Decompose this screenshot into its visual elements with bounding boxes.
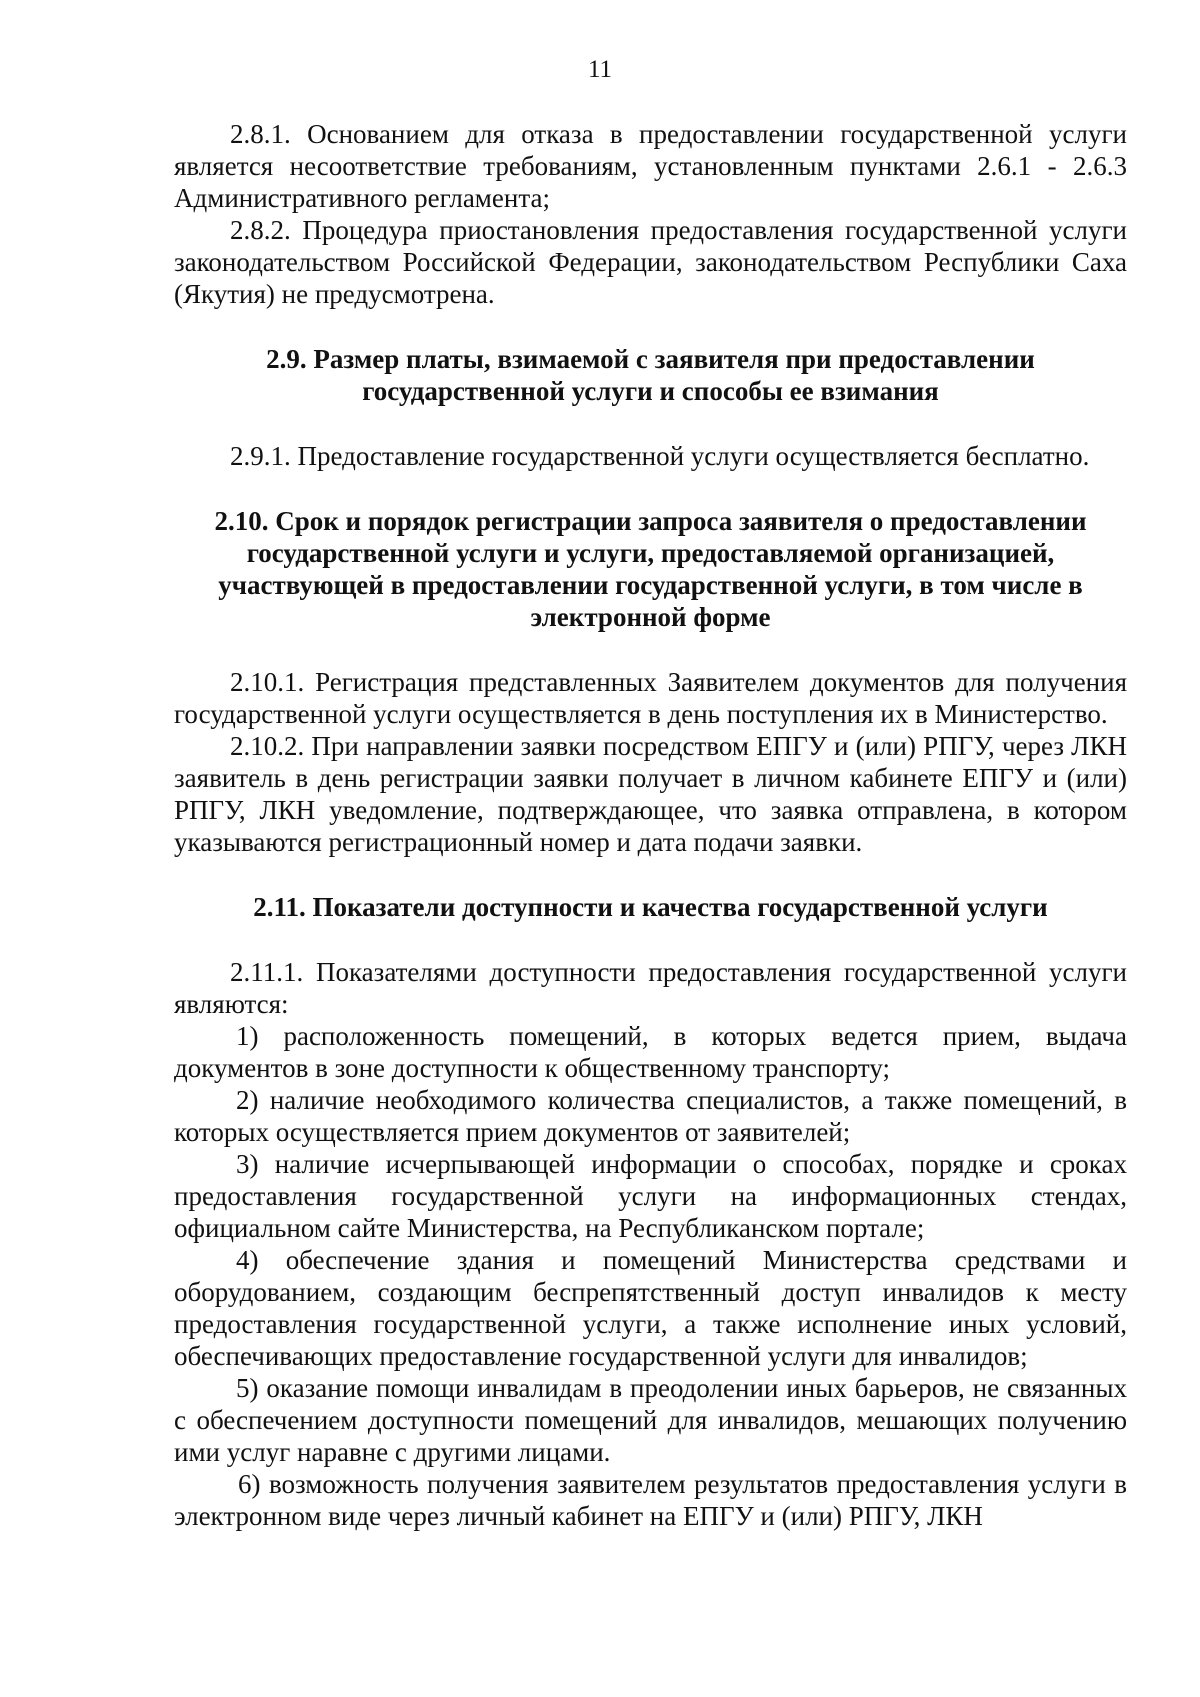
paragraph-2-8-1: 2.8.1. Основанием для отказа в предоставлении государственной услуги является несоответствие требованиям, установленным пунктами 2.6.1 - 2.6.3 Административного регламента; — [174, 119, 1127, 213]
spacer — [174, 858, 1127, 891]
list-item-4: 4) обеспечение здания и помещений Министерства средствами и оборудованием, создающим беспрепятственный доступ инвалидов к месту предоставления государственной услуги, а также исполнение иных условий, обеспечивающих предоставление государственной услуги для инвалидов; — [174, 1245, 1127, 1371]
list-item-6: 6) возможность получения заявителем результатов предоставления услуги в электронном виде через личный кабинет на ЕПГУ и (или) РПГУ, ЛКН — [174, 1469, 1127, 1531]
spacer — [174, 633, 1127, 666]
spacer — [174, 310, 1127, 343]
list-item-1: 1) расположенность помещений, в которых ведется прием, выдача документов в зоне доступности к общественному транспорту; — [174, 1021, 1127, 1083]
spacer — [174, 472, 1127, 505]
spacer — [174, 407, 1127, 440]
list-item-5: 5) оказание помощи инвалидам в преодолении иных барьеров, не связанных с обеспечением доступности помещений для инвалидов, мешающих получению ими услуг наравне с другими лицами. — [174, 1373, 1127, 1467]
section-heading-2-10: 2.10. Срок и порядок регистрации запроса заявителя о предоставлении государственной услуги и услуги, предоставляемой организацией, участвующей в предоставлении государственной услуги, в том числе в электронной форме — [214, 506, 1087, 632]
section-heading-2-11: 2.11. Показатели доступности и качества государственной услуги — [253, 892, 1048, 922]
paragraph-2-8-2: 2.8.2. Процедура приостановления предоставления государственной услуги законодательством Российской Федерации, законодательством Республики Саха (Якутия) не предусмотрена. — [174, 215, 1127, 309]
paragraph-2-10-1: 2.10.1. Регистрация представленных Заявителем документов для получения государственной услуги осуществляется в день поступления их в Министерство. — [174, 667, 1127, 729]
paragraph-2-9-1: 2.9.1. Предоставление государственной услуги осуществляется бесплатно. — [230, 441, 1090, 471]
page-number: 11 — [587, 56, 613, 83]
document-body — [174, 118, 1127, 1532]
spacer — [174, 923, 1127, 956]
section-heading-2-9: 2.9. Размер платы, взимаемой с заявителя при предоставлении государственной услуги и способы ее взимания — [266, 344, 1035, 406]
paragraph-2-10-2: 2.10.2. При направлении заявки посредством ЕПГУ и (или) РПГУ, через ЛКН заявитель в день регистрации заявки получает в личном кабинете ЕПГУ и (или) РПГУ, ЛКН уведомление, подтверждающее, что заявка отправлена, в котором указываются регистрационный номер и дата подачи заявки. — [174, 731, 1127, 857]
paragraph-2-11-1: 2.11.1. Показателями доступности предоставления государственной услуги являются: — [174, 957, 1127, 1019]
list-item-2: 2) наличие необходимого количества специалистов, а также помещений, в которых осуществляется прием документов от заявителей; — [174, 1085, 1127, 1147]
list-item-3: 3) наличие исчерпывающей информации о способах, порядке и сроках предоставления государственной услуги на информационных стендах, официальном сайте Министерства, на Республиканском портале; — [174, 1149, 1127, 1243]
